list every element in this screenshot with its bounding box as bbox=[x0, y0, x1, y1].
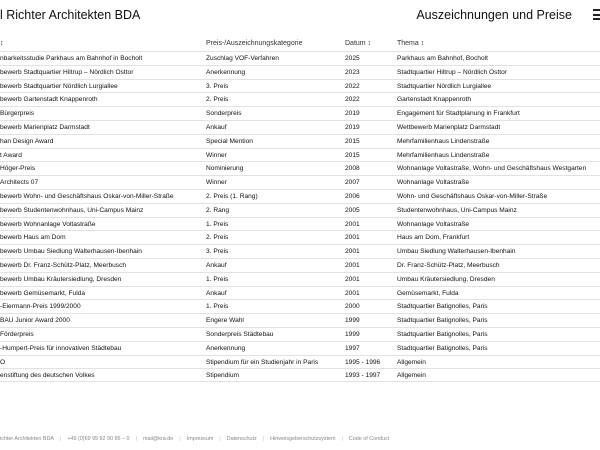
footer-separator: | bbox=[262, 436, 265, 442]
award-name: t Award bbox=[0, 151, 22, 159]
award-name: enstiftung des deutschen Volkes bbox=[0, 372, 95, 380]
award-topic: Stadtquartier Batignolles, Paris bbox=[397, 303, 488, 311]
award-topic: Engagement für Stadtplanung in Frankfurt bbox=[397, 110, 520, 118]
table-row bbox=[0, 79, 600, 93]
footer-link: ichter Architekten BDA bbox=[0, 436, 54, 442]
footer-link[interactable]: Code of Conduct bbox=[348, 436, 390, 442]
table-row bbox=[0, 299, 600, 313]
table-row bbox=[0, 203, 600, 217]
award-category: Sonderpreis bbox=[206, 110, 242, 118]
award-date: 1993 - 1997 bbox=[345, 372, 381, 380]
award-date: 2001 bbox=[345, 248, 360, 256]
award-date: 1997 bbox=[345, 344, 360, 352]
award-category: 1. Preis bbox=[206, 220, 229, 228]
table-header bbox=[0, 38, 600, 52]
award-topic: Stadtquartier Batignolles, Paris bbox=[397, 317, 488, 325]
award-name: O bbox=[0, 358, 6, 366]
award-name: nbarkeitsstudie Parkhaus am Bahnhof in Bocholt bbox=[0, 55, 143, 62]
footer-link[interactable]: mail@kra.de bbox=[142, 436, 174, 442]
award-category: 2. Preis (1. Rang) bbox=[206, 192, 258, 200]
award-name: bewerb Gemüsemarkt, Fulda bbox=[0, 289, 86, 297]
award-date: 2022 bbox=[345, 96, 360, 104]
award-date: 2008 bbox=[345, 165, 360, 173]
award-topic: Haus am Dom, Frankfurt bbox=[397, 234, 470, 242]
table-row bbox=[0, 92, 600, 106]
table-row bbox=[0, 368, 600, 382]
award-category: Sonderpreis Städtebau bbox=[206, 330, 274, 338]
table-row bbox=[0, 355, 600, 369]
table-row bbox=[0, 189, 600, 203]
award-category: Ankauf bbox=[206, 289, 227, 297]
award-category: Winner bbox=[206, 179, 227, 187]
award-date: 2001 bbox=[345, 275, 360, 283]
award-category: Anerkennung bbox=[206, 344, 246, 352]
award-date: 2015 bbox=[345, 151, 360, 159]
award-topic: Gartenstadt Knappenroth bbox=[397, 96, 472, 104]
award-topic: Parkhaus am Bahnhof, Bocholt bbox=[397, 55, 488, 62]
award-category: Nominierung bbox=[206, 165, 244, 173]
table-row bbox=[0, 313, 600, 327]
award-topic: Gemüsemarkt, Fulda bbox=[397, 289, 459, 297]
award-date: 2023 bbox=[345, 68, 360, 76]
award-date: 2005 bbox=[345, 206, 360, 214]
award-date: 2015 bbox=[345, 137, 360, 145]
table-row bbox=[0, 341, 600, 355]
site-header bbox=[0, 0, 600, 30]
award-topic: Allgemein bbox=[397, 358, 426, 366]
award-name: bewerb Gartenstadt Knappenroth bbox=[0, 96, 98, 104]
award-date: 2019 bbox=[345, 110, 360, 118]
award-date: 2001 bbox=[345, 261, 360, 269]
award-category: Engere Wahl bbox=[206, 317, 244, 325]
award-name: Architects 07 bbox=[0, 179, 39, 187]
footer-separator: | bbox=[341, 436, 343, 442]
award-topic: Umbau Siedlung Walterhausen-Ibenhain bbox=[397, 248, 516, 256]
footer-link[interactable]: Hinweisgeberschutzsystem bbox=[270, 436, 336, 442]
award-name: Förderpreis bbox=[0, 330, 34, 338]
award-category: Ankauf bbox=[206, 123, 227, 131]
menu-icon[interactable] bbox=[593, 9, 600, 20]
award-name: bewerb Wohn- und Geschäftshaus Oskar-von-Miller-Straße bbox=[0, 192, 174, 200]
award-category: Ankauf bbox=[206, 261, 227, 269]
award-category: 3. Preis bbox=[206, 248, 229, 256]
award-date: 2007 bbox=[345, 179, 360, 187]
award-category: Zuschlag VOF-Verfahren bbox=[206, 55, 279, 62]
footer-link[interactable]: Datenschutz bbox=[226, 436, 257, 442]
table-row bbox=[0, 148, 600, 162]
award-date: 2000 bbox=[345, 303, 360, 311]
award-topic: Mehrfamilienhaus Lindenstraße bbox=[397, 151, 490, 159]
award-category: Anerkennung bbox=[206, 68, 246, 76]
award-category: 1. Preis bbox=[206, 303, 229, 311]
footer-separator: | bbox=[179, 436, 181, 442]
award-name: bewerb Stadtquartier Hiltrup – Nördlich Osttor bbox=[0, 68, 134, 76]
award-topic: Wohnanlage Voltastraße, Wohn- und Geschäftshaus Westgarten bbox=[397, 165, 587, 173]
award-category: Special Mention bbox=[206, 137, 253, 145]
award-category: 2. Rang bbox=[206, 206, 230, 214]
award-date: 2022 bbox=[345, 82, 360, 90]
table-row bbox=[0, 286, 600, 300]
footer-separator: | bbox=[59, 436, 62, 442]
award-name: bewerb Wohnanlage Voltastraße bbox=[0, 220, 96, 228]
award-topic: Wohnanlage Voltastraße bbox=[397, 220, 470, 228]
footer-separator: | bbox=[135, 436, 137, 442]
award-date: 2006 bbox=[345, 192, 360, 200]
award-date: 2019 bbox=[345, 123, 360, 131]
award-name: Höger-Preis bbox=[0, 165, 36, 173]
award-name: -Eiermann-Preis 1999/2000 bbox=[0, 303, 81, 311]
award-topic: Wohn- und Geschäftshaus Oskar-von-Miller-Straße bbox=[397, 192, 548, 200]
award-date: 1999 bbox=[345, 317, 360, 325]
award-name: -Humpert-Preis für innovativen Städtebau bbox=[0, 344, 122, 352]
award-date: 2001 bbox=[345, 220, 360, 228]
award-date: 1999 bbox=[345, 330, 360, 338]
award-category: 3. Preis bbox=[206, 82, 229, 90]
award-name: bewerb Studentenwohnhaus, Uni-Campus Mainz bbox=[0, 206, 144, 214]
column-header-topic[interactable]: Thema ↕ bbox=[397, 40, 425, 47]
nav-awards-link[interactable]: Auszeichnungen und Preise bbox=[416, 8, 572, 22]
award-name: bewerb Umbau Siedlung Walterhausen-Ibenhain bbox=[0, 248, 142, 256]
column-header-date[interactable]: Datum ↕ bbox=[345, 40, 372, 47]
award-topic: Stadtquartier Batignolles, Paris bbox=[397, 344, 488, 352]
award-category: Winner bbox=[206, 151, 227, 159]
footer-separator: | bbox=[219, 436, 221, 442]
column-header-category[interactable]: Preis-/Auszeichnungskategorie bbox=[206, 40, 303, 47]
table-row bbox=[0, 65, 600, 79]
footer-link: +49 (0)69 95 92 90 95 – 0 bbox=[67, 436, 130, 442]
award-topic: Studentenwohnhaus, Uni-Campus Mainz bbox=[397, 206, 517, 214]
table-row bbox=[0, 230, 600, 244]
award-date: 2001 bbox=[345, 234, 360, 242]
site-footer bbox=[0, 436, 600, 442]
award-topic: Stadtquartier Hiltrup – Nördlich Osttor bbox=[397, 68, 507, 76]
award-category: Stipendium bbox=[206, 372, 239, 380]
award-category: Stipendium für ein Studienjahr in Paris bbox=[206, 358, 319, 366]
table-row bbox=[0, 120, 600, 134]
table-row bbox=[0, 51, 600, 65]
award-name: bewerb Marienplatz Darmstadt bbox=[0, 123, 90, 131]
table-row bbox=[0, 244, 600, 258]
award-name: bewerb Haus am Dom bbox=[0, 234, 66, 242]
awards-table bbox=[0, 51, 600, 382]
award-topic: Mehrfamilienhaus Lindenstraße bbox=[397, 137, 490, 145]
award-category: 2. Preis bbox=[206, 234, 229, 242]
award-topic: Wettbewerb Marienplatz Darmstadt bbox=[397, 123, 501, 131]
table-row bbox=[0, 258, 600, 272]
award-topic: Stadtquartier Nördlich Lurgiallee bbox=[397, 82, 492, 90]
award-name: bewerb Stadtquartier Nördlich Lurgiallee bbox=[0, 82, 118, 90]
table-row bbox=[0, 217, 600, 231]
table-row bbox=[0, 272, 600, 286]
award-date: 1995 - 1996 bbox=[345, 358, 381, 366]
table-row bbox=[0, 161, 600, 175]
table-row bbox=[0, 106, 600, 120]
table-row bbox=[0, 327, 600, 341]
sort-award-column[interactable]: ↕ bbox=[0, 40, 4, 47]
table-row bbox=[0, 134, 600, 148]
award-category: 2. Preis bbox=[206, 96, 229, 104]
award-topic: Umbau Kräutersiedlung, Dresden bbox=[397, 275, 495, 283]
award-category: 1. Preis bbox=[206, 275, 229, 283]
table-row bbox=[0, 175, 600, 189]
award-date: 2001 bbox=[345, 289, 360, 297]
award-topic: Dr. Franz-Schütz-Platz, Meerbusch bbox=[397, 261, 500, 269]
brand-name[interactable]: l Richter Architekten BDA bbox=[0, 8, 141, 22]
award-topic: Stadtquartier Batignolles, Paris bbox=[397, 330, 488, 338]
award-name: Bürgerpreis bbox=[0, 110, 35, 118]
award-name: han Design Award bbox=[0, 137, 54, 145]
award-date: 2025 bbox=[345, 55, 360, 62]
award-topic: Wohnanlage Voltastraße bbox=[397, 179, 470, 187]
award-name: BAU Junior Award 2000 bbox=[0, 317, 70, 325]
footer-link[interactable]: Impressum bbox=[186, 436, 214, 442]
award-topic: Allgemein bbox=[397, 372, 426, 380]
award-name: bewerb Dr. Franz-Schütz-Platz, Meerbusch bbox=[0, 261, 127, 269]
award-name: bewerb Umbau Kräutersiedlung, Dresden bbox=[0, 275, 122, 283]
